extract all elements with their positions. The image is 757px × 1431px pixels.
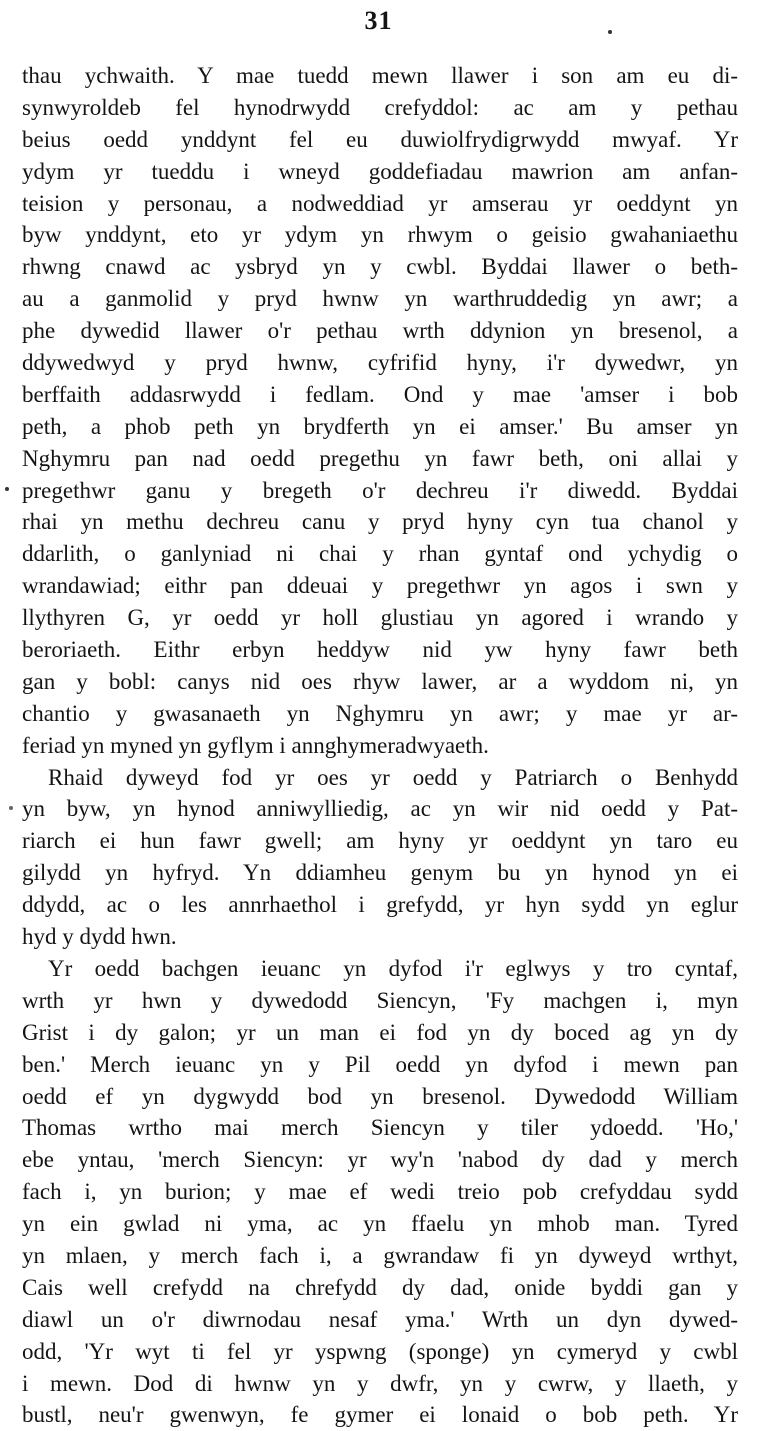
text-line: yn ein gwlad ni yma, ac yn ffaelu yn mhob man. Tyred — [22, 1211, 738, 1237]
text-line: synwyroldeb fel hynodrwydd crefyddol: ac am y pethau — [22, 94, 738, 120]
text-line: ddarlith, o ganlyniad ni chai y rhan gyntaf ond ychydig o — [22, 541, 738, 567]
paragraph-end-line: hyd y dydd hwn. — [22, 924, 177, 950]
text-line: fach i, yn burion; y mae ef wedi treio pob crefyddau sydd — [22, 1179, 738, 1205]
text-line: Cais well crefydd na chrefydd dy dad, onide byddi gan y — [22, 1274, 738, 1300]
text-line: teision y personau, a nodweddiad yr amserau yr oeddynt yn — [22, 190, 738, 216]
text-line: yn byw, yn hynod anniwylliedig, ac yn wir nid oedd y Pat- — [22, 796, 738, 822]
margin-speck — [5, 487, 9, 491]
text-line: pregethwr ganu y bregeth o'r dechreu i'r diwedd. Byddai — [22, 477, 738, 503]
body-text — [22, 60, 738, 1431]
text-line: byw ynddynt, eto yr ydym yn rhwym o geisio gwahaniaethu — [22, 222, 738, 248]
text-line: beius oedd ynddynt fel eu duwiolfrydigrwydd mwyaf. Yr — [22, 126, 738, 152]
text-line: gan y bobl: canys nid oes rhyw lawer, ar a wyddom ni, yn — [22, 668, 738, 694]
text-line: peth, a phob peth yn brydferth yn ei amser.' Bu amser yn — [22, 413, 738, 439]
text-line: Grist i dy galon; yr un man ei fod yn dy boced ag yn dy — [22, 1019, 738, 1045]
paragraph-start-line: Rhaid dyweyd fod yr oes yr oedd y Patriarch o Benhydd — [48, 764, 738, 790]
text-line: chantio y gwasanaeth yn Nghymru yn awr; y mae yr ar- — [22, 700, 738, 726]
text-line: ben.' Merch ieuanc yn y Pil oedd yn dyfod i mewn pan — [22, 1051, 738, 1077]
text-line: berffaith addasrwydd i fedlam. Ond y mae 'amser i bob — [22, 381, 738, 407]
text-line: Nghymru pan nad oedd pregethu yn fawr beth, oni allai y — [22, 445, 738, 471]
text-line: gilydd yn hyfryd. Yn ddiamheu genym bu yn hynod yn ei — [22, 860, 738, 886]
text-line: ddywedwyd y pryd hwnw, cyfrifid hyny, i'r dywedwr, yn — [22, 350, 738, 376]
text-line: rhwng cnawd ac ysbryd yn y cwbl. Byddai llawer o beth- — [22, 254, 738, 280]
text-line: Thomas wrtho mai merch Siencyn y tiler ydoedd. 'Ho,' — [22, 1115, 738, 1141]
text-line: diawl un o'r diwrnodau nesaf yma.' Wrth un dyn dywed- — [22, 1306, 738, 1332]
paragraph-start-line: Yr oedd bachgen ieuanc yn dyfod i'r eglwys y tro cyntaf, — [48, 955, 738, 981]
text-line: yn mlaen, y merch fach i, a gwrandaw fi yn dyweyd wrthyt, — [22, 1242, 738, 1268]
text-line: wrth yr hwn y dywedodd Siencyn, 'Fy machgen i, myn — [22, 987, 738, 1013]
text-line: wrandawiad; eithr pan ddeuai y pregethwr yn agos i swn y — [22, 573, 738, 599]
text-line: odd, 'Yr wyt ti fel yr yspwng (sponge) yn cymeryd y cwbl — [22, 1338, 738, 1364]
text-line: au a ganmolid y pryd hwnw yn warthruddedig yn awr; a — [22, 286, 738, 312]
text-line: bustl, neu'r gwenwyn, fe gymer ei lonaid o bob peth. Yr — [22, 1402, 738, 1428]
margin-speck — [9, 806, 13, 810]
text-line: thau ychwaith. Y mae tuedd mewn llawer i son am eu di- — [22, 63, 738, 88]
text-line: llythyren G, yr oedd yr holl glustiau yn agored i wrando y — [22, 605, 738, 631]
print-speck — [608, 30, 612, 34]
text-line: ydym yr tueddu i wneyd goddefiadau mawrion am anfan- — [22, 158, 738, 184]
text-line: phe dywedid llawer o'r pethau wrth ddynion yn bresenol, a — [22, 318, 738, 344]
text-line: i mewn. Dod di hwnw yn y dwfr, yn y cwrw, y llaeth, y — [22, 1370, 738, 1396]
text-line: beroriaeth. Eithr erbyn heddyw nid yw hyny fawr beth — [22, 637, 738, 663]
text-line: ebe yntau, 'merch Siencyn: yr wy'n 'nabod dy dad y merch — [22, 1147, 738, 1173]
text-line: ddydd, ac o les annrhaethol i grefydd, yr hyn sydd yn eglur — [22, 892, 738, 918]
text-line: oedd ef yn dygwydd bod yn bresenol. Dywedodd William — [22, 1083, 738, 1109]
text-line: rhai yn methu dechreu canu y pryd hyny cyn tua chanol y — [22, 509, 738, 535]
text-line: riarch ei hun fawr gwell; am hyny yr oeddynt yn taro eu — [22, 828, 738, 854]
page-number: 31 — [364, 6, 393, 35]
paragraph-end-line: feriad yn myned yn gyflym i annghymeradwyaeth. — [22, 732, 489, 758]
